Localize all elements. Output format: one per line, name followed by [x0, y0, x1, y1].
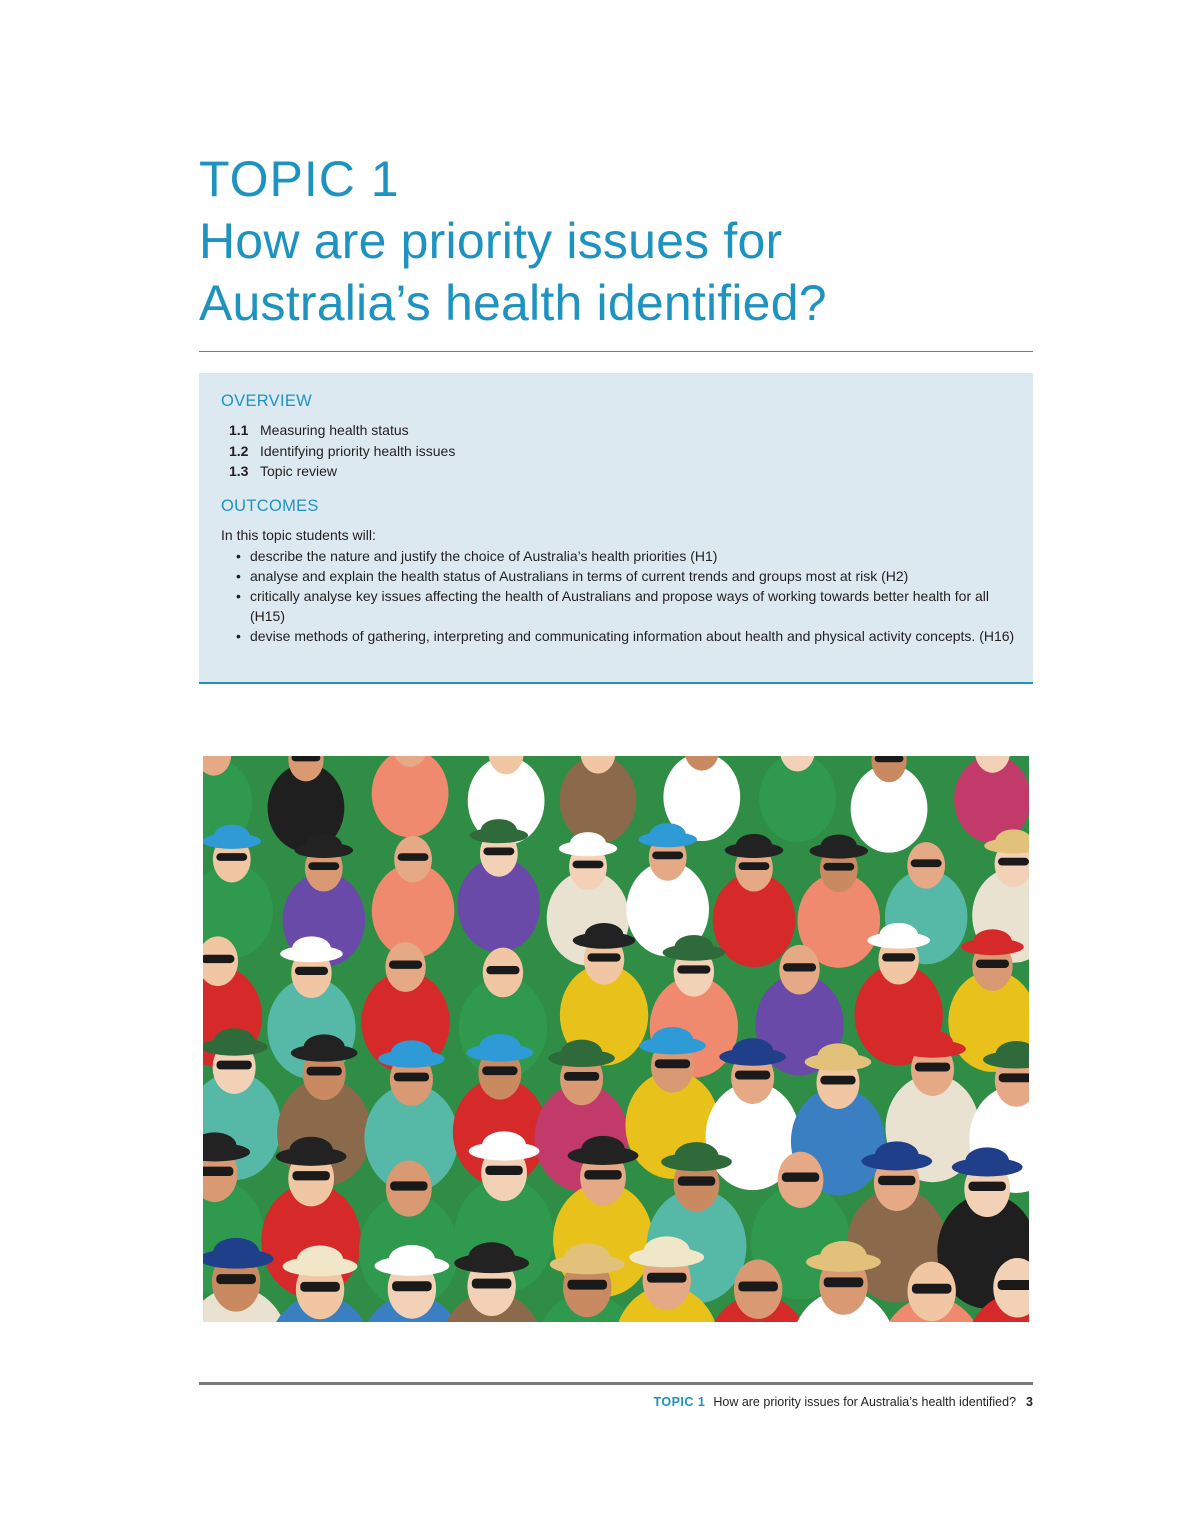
sunglasses-icon: [911, 859, 942, 867]
hat-crown-icon: [297, 1246, 343, 1275]
sunglasses-icon: [292, 756, 321, 761]
sunglasses-icon: [300, 1282, 340, 1292]
sunglasses-icon: [875, 756, 904, 762]
hat-crown-icon: [482, 1131, 526, 1158]
sunglasses-icon: [587, 953, 620, 961]
sunglasses-icon: [217, 1061, 252, 1070]
overview-item-label: Identifying priority health issues: [260, 442, 456, 459]
sunglasses-icon: [820, 1076, 855, 1085]
hat-crown-icon: [289, 1137, 333, 1164]
hat-crown-icon: [214, 1028, 255, 1053]
sunglasses-icon: [655, 1059, 690, 1068]
outcome-item: [236, 586, 1020, 626]
sunglasses-icon: [915, 1063, 950, 1072]
hat-crown-icon: [570, 832, 606, 854]
topic-label: TOPIC 1: [199, 151, 400, 207]
footer-title: How are priority issues for Australia’s health identified?: [713, 1395, 1017, 1409]
outcome-text: critically analyse key issues affecting the health of Australians and propose ways of working towards better health for all (H15): [250, 588, 990, 624]
hat-crown-icon: [965, 1147, 1009, 1174]
sunglasses-icon: [486, 966, 519, 974]
bullet-icon: •: [236, 568, 241, 584]
sunglasses-icon: [968, 1182, 1005, 1191]
outcome-item: [236, 546, 1020, 566]
hat-crown-icon: [391, 1040, 432, 1065]
hat-crown-icon: [214, 825, 250, 847]
outcome-text: analyse and explain the health status of Australians in terms of current trends and groups most at risk (H2): [250, 568, 909, 584]
sunglasses-icon: [483, 847, 514, 855]
footer-topic-label: TOPIC 1: [653, 1395, 706, 1409]
page-number: 3: [1026, 1395, 1033, 1409]
hat-crown-icon: [469, 1242, 515, 1271]
sunglasses-icon: [392, 1281, 432, 1291]
hat-crown-icon: [652, 1027, 693, 1052]
sunglasses-icon: [998, 858, 1029, 866]
hat-crown-icon: [389, 1245, 435, 1274]
topic-title-line-2: Australia’s health identified?: [199, 275, 827, 331]
hat-crown-icon: [650, 823, 686, 845]
bullet-icon: •: [236, 628, 241, 644]
hat-crown-icon: [821, 835, 857, 857]
sunglasses-icon: [482, 1066, 517, 1075]
hat-crown-icon: [820, 1241, 866, 1270]
sunglasses-icon: [389, 961, 422, 969]
crowd-illustration: [203, 756, 1029, 1322]
sunglasses-icon: [216, 853, 247, 861]
overview-list: [229, 420, 455, 482]
overview-item-label: Topic review: [260, 463, 338, 479]
outcome-item: [236, 626, 1020, 646]
sunglasses-icon: [824, 1277, 864, 1287]
sunglasses-icon: [735, 1071, 770, 1080]
hat-crown-icon: [306, 834, 342, 856]
hat-crown-icon: [675, 935, 714, 959]
hat-crown-icon: [644, 1236, 690, 1265]
sunglasses-icon: [573, 861, 604, 869]
overview-item: [229, 420, 455, 441]
sunglasses-icon: [564, 1072, 599, 1081]
hat-crown-icon: [675, 1142, 719, 1169]
sunglasses-icon: [878, 1176, 915, 1185]
sunglasses-icon: [567, 1280, 607, 1290]
hat-crown-icon: [732, 1038, 773, 1063]
sunglasses-icon: [976, 960, 1009, 968]
hat-crown-icon: [736, 834, 772, 856]
sunglasses-icon: [390, 1181, 427, 1190]
overview-outcomes-panel: [199, 373, 1033, 684]
overview-heading: OVERVIEW: [221, 392, 313, 410]
page-footer: [653, 1394, 1033, 1410]
sunglasses-icon: [203, 955, 234, 963]
overview-item-number: 1.2: [229, 442, 249, 459]
sunglasses-icon: [823, 863, 854, 871]
sunglasses-icon: [398, 853, 429, 861]
hat-crown-icon: [879, 923, 918, 947]
sunglasses-icon: [394, 1073, 429, 1082]
overview-item: [229, 461, 455, 482]
hat-crown-icon: [481, 819, 517, 841]
hat-crown-icon: [912, 1030, 953, 1055]
hat-crown-icon: [585, 923, 624, 947]
hat-crown-icon: [304, 1034, 345, 1059]
hat-crown-icon: [292, 936, 331, 960]
outcome-item: [236, 566, 1020, 586]
overview-item-label: Measuring health status: [260, 422, 409, 438]
outcome-text: devise methods of gathering, interpreting and communicating information about health and physical activity concepts. (H16): [250, 628, 1015, 644]
sunglasses-icon: [216, 1274, 256, 1284]
sunglasses-icon: [678, 1176, 715, 1185]
sunglasses-icon: [485, 1166, 522, 1175]
outcomes-heading: OUTCOMES: [221, 497, 319, 515]
sunglasses-icon: [912, 1284, 952, 1294]
sunglasses-icon: [677, 965, 710, 973]
bullet-icon: •: [236, 588, 241, 604]
hat-crown-icon: [564, 1243, 610, 1272]
hat-crown-icon: [213, 1238, 259, 1267]
sunglasses-icon: [203, 1167, 233, 1176]
sunglasses-icon: [647, 1273, 687, 1283]
sunglasses-icon: [652, 852, 683, 860]
sunglasses-icon: [998, 1280, 1029, 1290]
hat-crown-icon: [973, 929, 1012, 953]
sunglasses-icon: [783, 963, 816, 971]
sunglasses-icon: [999, 1073, 1029, 1082]
bullet-icon: •: [236, 548, 241, 564]
sunglasses-icon: [738, 1282, 778, 1292]
topic-title-line-1: How are priority issues for: [199, 213, 783, 269]
footer-divider: [199, 1382, 1033, 1385]
overview-item-number: 1.3: [229, 463, 249, 479]
outcomes-list: [236, 546, 1020, 646]
sunglasses-icon: [882, 953, 915, 961]
overview-item-number: 1.1: [229, 422, 249, 438]
page-heading: [199, 148, 1039, 334]
sunglasses-icon: [584, 1170, 621, 1179]
sunglasses-icon: [307, 1067, 342, 1076]
hat-crown-icon: [561, 1040, 602, 1065]
sunglasses-icon: [292, 1171, 329, 1180]
crowd-photo: [203, 756, 1029, 1322]
sunglasses-icon: [308, 862, 339, 870]
heading-divider: [199, 351, 1033, 352]
outcomes-intro: In this topic students will:: [221, 527, 376, 543]
sunglasses-icon: [738, 862, 769, 870]
hat-crown-icon: [581, 1136, 625, 1163]
hat-crown-icon: [817, 1043, 858, 1068]
sunglasses-icon: [472, 1279, 512, 1289]
sunglasses-icon: [782, 1173, 819, 1182]
sunglasses-icon: [295, 967, 328, 975]
hat-crown-icon: [479, 1034, 520, 1059]
overview-item: [229, 441, 455, 462]
outcome-text: describe the nature and justify the choice of Australia’s health priorities (H1): [250, 548, 718, 564]
hat-crown-icon: [875, 1141, 919, 1168]
